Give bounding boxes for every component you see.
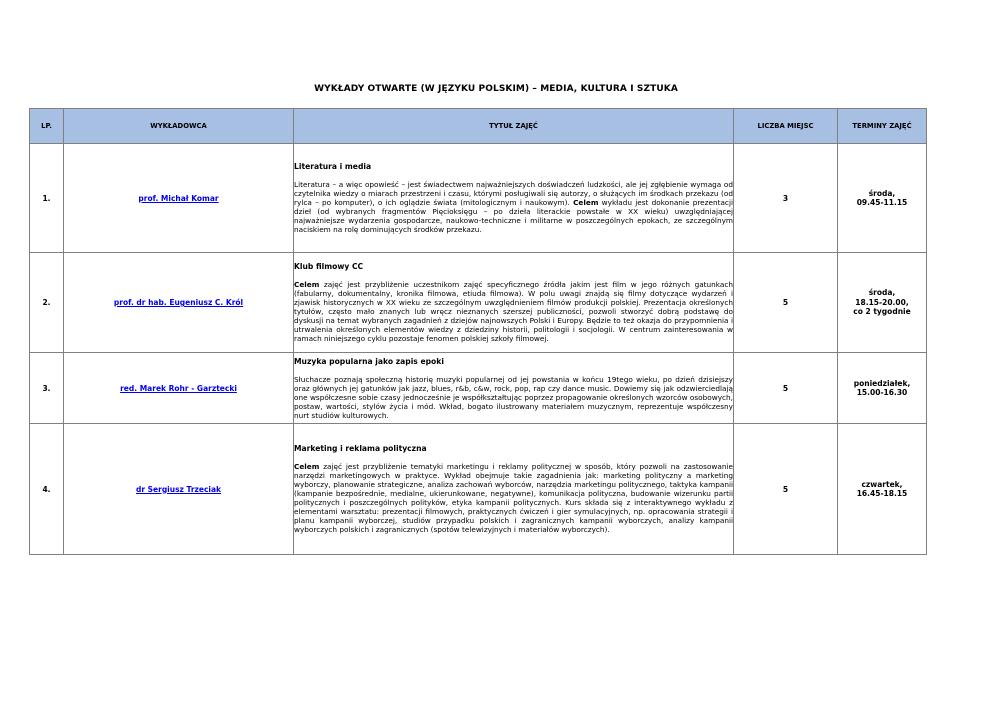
lectures-table [29, 108, 927, 555]
course-terms: środa, 09.45-11.15 [838, 144, 927, 253]
table-row [30, 424, 927, 555]
row-number: 1. [30, 144, 64, 253]
header-places: LICZBA MIEJSC [734, 109, 838, 144]
course-title: Marketing i reklama polityczna [294, 444, 427, 453]
lecturer-link[interactable]: red. Marek Rohr - Garztecki [120, 383, 237, 393]
course-description: Literatura – a więc opowieść – jest świadectwem najważniejszych doświadczeń ludzkości, ale jej zgłębienie wymaga od czytelnika wiedzy o miarach przestrzeni i czasu, którymi posługiwali się autorzy, o służących im środkach przekazu (od rylca – po komputer), o ich oglądzie świata (mitologicznym i naukowym). Celem wykładu jest dokonanie prezentacji dzieł (od wybranych fragmentów Pięcioksięgu – po dzieła literackie powstałe w XX wieku) uwzględniającej najważniejsze wydarzenia gospodarcze, naukowo-techniczne i militarne w poszczególnych epokach, ze szczególnym naciskiem na rolę dominujących środków przekazu. [294, 180, 733, 234]
table-row [30, 353, 927, 424]
lecturer-link[interactable]: prof. dr hab. Eugeniusz C. Król [113, 298, 244, 307]
course-title: Literatura i media [294, 162, 372, 171]
lecturer-cell [64, 424, 294, 555]
course-description: Celem zajęć jest przybliżenie uczestnikom zajęć specyficznego źródła jakim jest film w jego różnych gatunkach (fabularny, dokumentalny, kronika filmowa, etiuda filmowa). W polu uwagi znajdą się filmy dotyczące wydarzeń i zjawisk historycznych w XX wieku ze szczególnym uwzględnieniem filmów produkcji polskiej. Prezentacja określonych tytułów, często mało znanych lub wręcz nieznanych szerszej publiczności, pozwoli stworzyć dobrą podstawę do dyskusji na temat wybranych zagadnień z dziejów najnowszych Polski i Europy. Będzie to też okazja do przypomnienia i utrwalenia określonych elementów wiedzy z dziedziny historii, politologii i socjologii. W centrum zainteresowania w ramach niniejszego cyklu pozostaje fenomen polskiej szkoły filmowej. [294, 280, 733, 343]
header-lp: LP. [30, 109, 64, 144]
lecturer-cell [64, 144, 294, 253]
places-count: 5 [734, 253, 838, 353]
lecturer-cell [64, 353, 294, 424]
table-row [30, 144, 927, 253]
header-title: TYTUŁ ZAJĘĆ [294, 109, 734, 144]
table-header-row [30, 109, 927, 144]
lecturer-link[interactable]: prof. Michał Komar [138, 193, 219, 203]
course-description: Celem zajęć jest przybliżenie tematyki marketingu i reklamy politycznej w sposób, który pozwoli na zastosowanie narzędzi marketingowych w praktyce. Wykład obejmuje takie zagadnienia jak: marketing polityczny a marketing wyborczy, planowanie strategiczne, analiza zachowań wyborców, narzędzia marketingu politycznego, taktyka kampanii (kampanie bezpośrednie, medialne, ukierunkowane, negatywne), komunikacja polityczna, budowanie wizerunku partii politycznych i poszczególnych polityków, etyka kampanii politycznych. Kurs składa się z interaktywnego wykładu z elementami warsztatu: prezentacji filmowych, praktycznych ćwiczeń i gier symulacyjnych, np. opracowania strategii i planu kampanii wyborczej, studiów przypadku polskich i zagranicznych kampanii wyborczych, analizy kampanii wyborczych polskich i zagranicznych (spotów telewizyjnych i materiałów wyborczych). [294, 462, 733, 534]
course-title: Muzyka popularna jako zapis epoki [294, 356, 444, 366]
row-number: 3. [30, 353, 64, 424]
header-terms: TERMINY ZAJĘĆ [838, 109, 927, 144]
lecturer-link[interactable]: dr Sergiusz Trzeciak [135, 484, 222, 494]
row-number: 4. [30, 424, 64, 555]
course-cell [294, 353, 734, 424]
page-title: WYKŁADY OTWARTE (W JĘZYKU POLSKIM) – MEDIA, KULTURA I SZTUKA [314, 84, 678, 94]
course-cell [294, 253, 734, 353]
course-terms: poniedziałek, 15.00-16.30 [838, 353, 927, 424]
header-lecturer: WYKŁADOWCA [64, 109, 294, 144]
course-cell [294, 424, 734, 555]
places-count: 5 [734, 424, 838, 555]
course-terms: czwartek, 16.45-18.15 [838, 424, 927, 555]
table-row [30, 253, 927, 353]
places-count: 3 [734, 144, 838, 253]
places-count: 5 [734, 353, 838, 424]
lecturer-cell [64, 253, 294, 353]
row-number: 2. [30, 253, 64, 353]
course-cell [294, 144, 734, 253]
course-title: Klub filmowy CC [294, 262, 364, 271]
course-description: Słuchacze poznają społeczną historię muzyki popularnej od jej powstania w końcu 19tego wieku, po dzień dzisiejszy oraz głównych jej gatunków jak jazz, blues, r&b, c&w, rock, pop, rap czy dance music. Dowiemy się jak odzwierciedlają one współczesne sobie czasy jednocześnie je współkształtując poprzez propagowanie określonych wzorców osobowych, postaw, wartości, stylów życia i mód. Wkład, bogato ilustrowany materiałem muzycznym, reprezentuje współczesny nurt studiów kulturowych. [294, 374, 733, 420]
course-terms: środa, 18.15-20.00, co 2 tygodnie [838, 253, 927, 353]
